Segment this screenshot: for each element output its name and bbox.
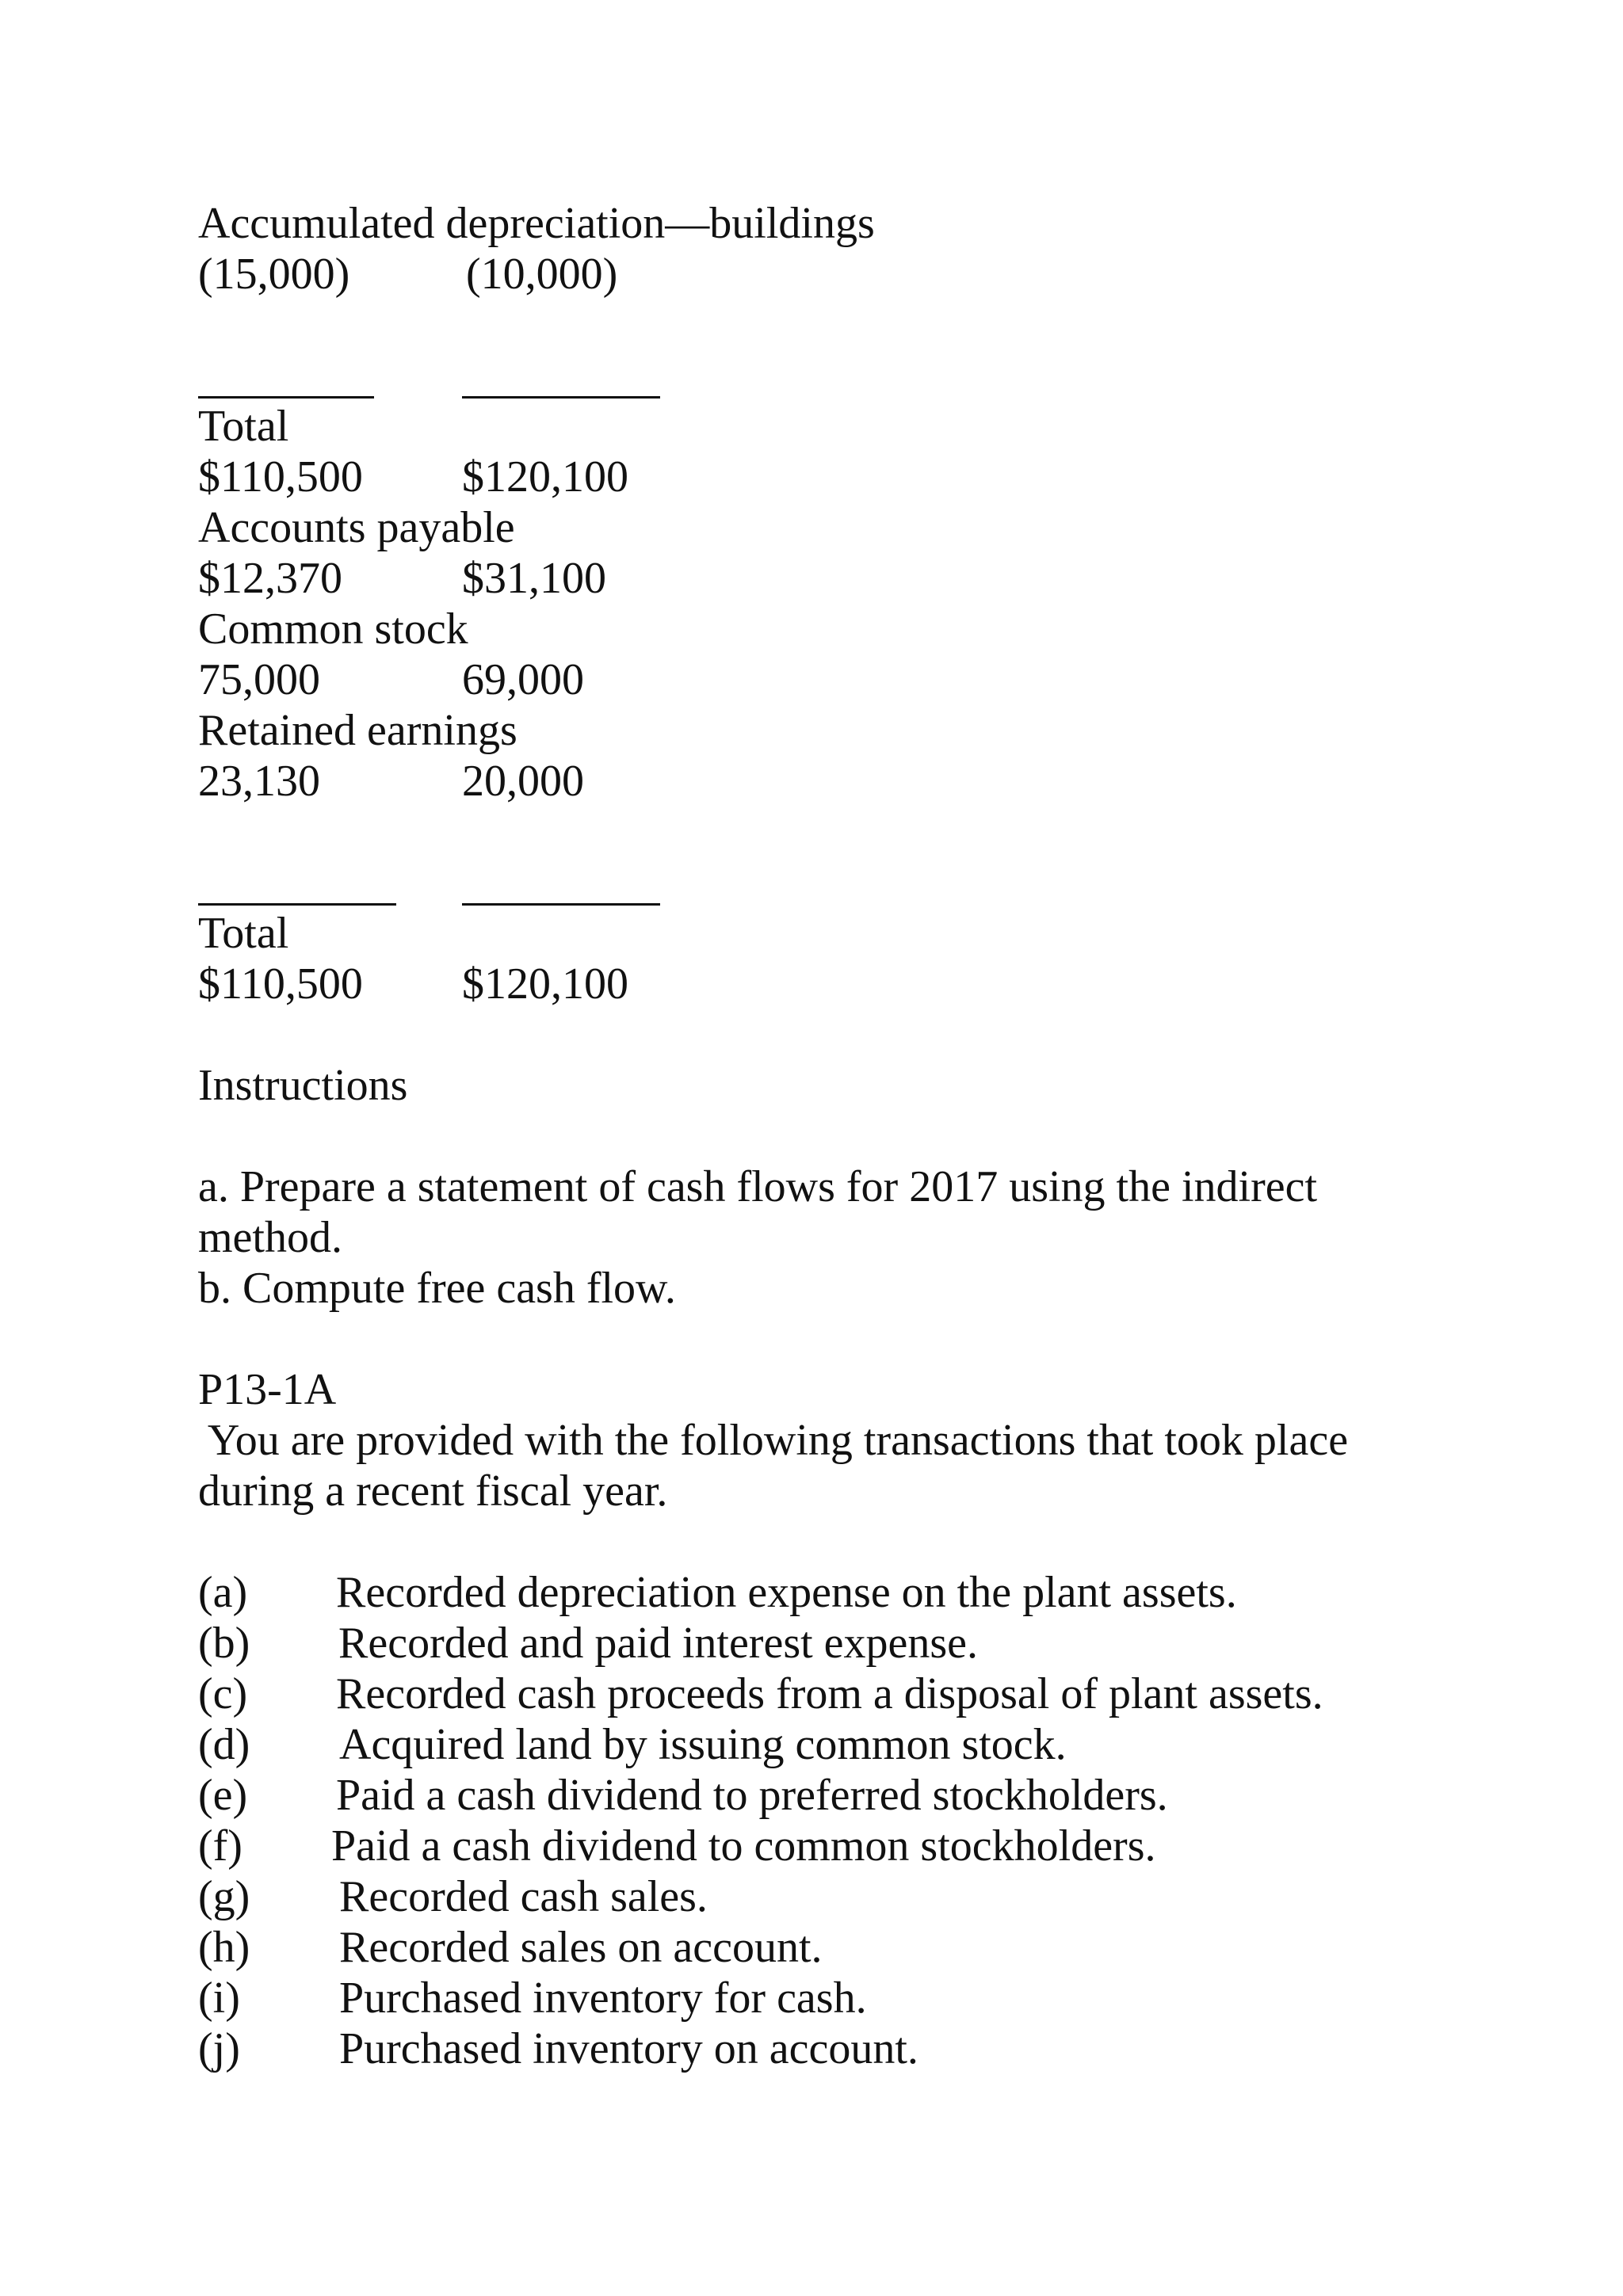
list-item: Purchased inventory for cash. [339,1974,867,2023]
common-stock-label: Common stock [198,605,468,654]
retained-earnings-2017: 23,130 [198,757,320,806]
total-liab-rule-2016 [462,903,660,906]
item-label: (c) [198,1669,248,1718]
list-item: Purchased inventory on account. [339,2024,918,2073]
item-label: (f) [198,1821,242,1871]
common-stock-2016: 69,000 [462,655,584,704]
list-item: Recorded cash proceeds from a disposal of plant assets. [336,1669,1323,1718]
item-label: (a) [198,1568,248,1617]
problem-intro-line2: during a recent fiscal year. [198,1466,668,1516]
accounts-payable-label: Accounts payable [198,503,515,552]
item-label: (b) [198,1619,250,1668]
problem-id: P13-1A [198,1365,337,1414]
total-assets-2016: $120,100 [462,452,628,502]
total-assets-2017: $110,500 [198,452,363,502]
list-item: Recorded cash sales. [339,1872,708,1921]
accounts-payable-2016: $31,100 [462,554,606,603]
item-label: (g) [198,1872,250,1921]
item-label: (e) [198,1771,248,1820]
total-liab-label: Total [198,909,289,958]
common-stock-2017: 75,000 [198,655,320,704]
retained-earnings-label: Retained earnings [198,706,517,755]
list-item: Acquired land by issuing common stock. [339,1720,1067,1769]
accounts-payable-2017: $12,370 [198,554,342,603]
total-assets-label: Total [198,402,289,451]
accum-dep-label: Accumulated depreciation—buildings [198,199,875,248]
instructions-heading: Instructions [198,1061,408,1110]
item-label: (h) [198,1923,250,1972]
total-liab-2016: $120,100 [462,959,628,1009]
instruction-a-line2: method. [198,1213,342,1262]
list-item: Recorded sales on account. [339,1923,823,1972]
instruction-b: b. Compute free cash flow. [198,1264,676,1313]
total-liab-rule-2017 [198,903,396,906]
problem-intro-line1: You are provided with the following transactions that took place [198,1416,1349,1465]
item-label: (d) [198,1720,250,1769]
list-item: Paid a cash dividend to common stockholders. [331,1821,1156,1871]
accum-dep-2016: (10,000) [466,250,618,299]
accum-dep-2017: (15,000) [198,250,350,299]
list-item: Recorded depreciation expense on the plant assets. [336,1568,1237,1617]
retained-earnings-2016: 20,000 [462,757,584,806]
item-label: (j) [198,2024,240,2073]
list-item: Recorded and paid interest expense. [338,1619,979,1668]
list-item: Paid a cash dividend to preferred stockholders. [336,1771,1168,1820]
total-rule-2016 [462,396,660,399]
total-rule-2017 [198,396,374,399]
item-label: (i) [198,1974,240,2023]
total-liab-2017: $110,500 [198,959,363,1009]
instruction-a-line1: a. Prepare a statement of cash flows for 2017 using the indirect [198,1162,1318,1211]
